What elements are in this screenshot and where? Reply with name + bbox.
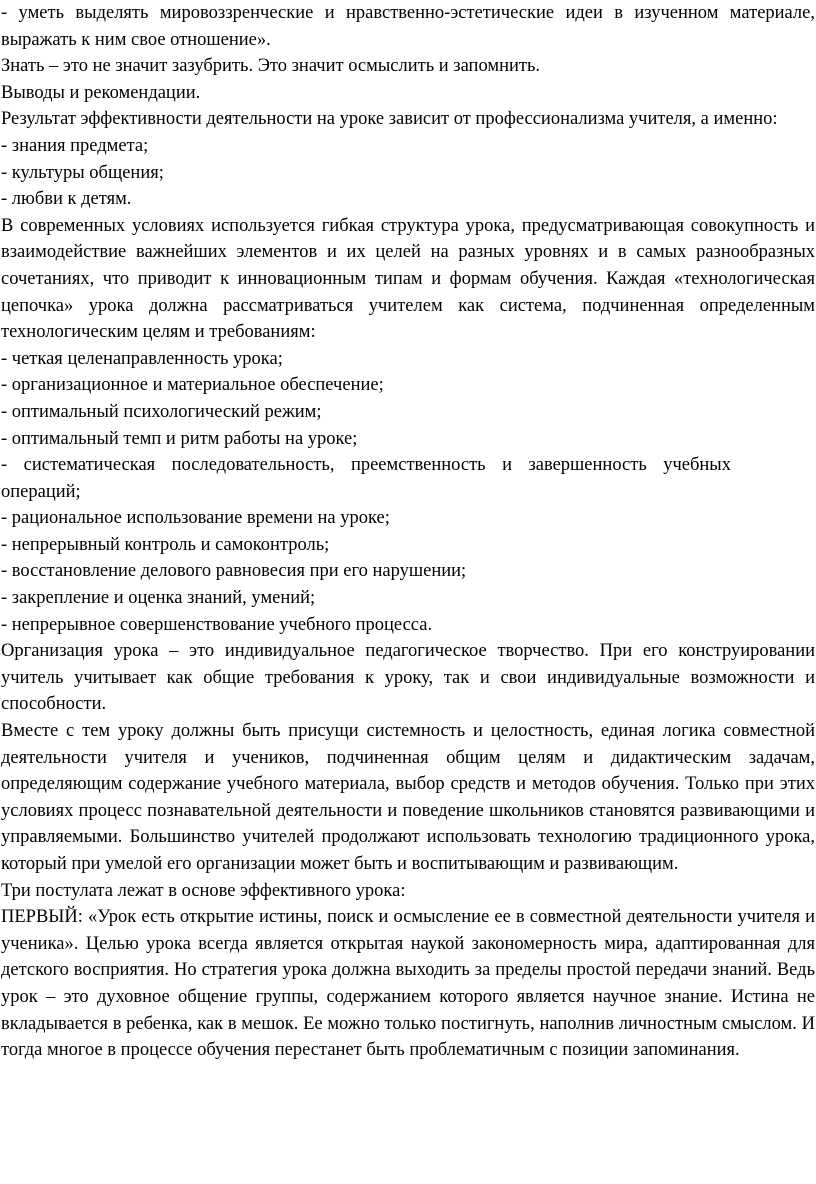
list-item: - любви к детям.: [1, 189, 132, 210]
list-item: - систематическая последовательность, преемственность и завершенность учебных операций;: [1, 455, 731, 502]
list-item: - непрерывное совершенствование учебного процесса.: [1, 614, 433, 635]
paragraph-first-postulate: ПЕРВЫЙ: «Урок есть открытие истины, поиск и осмысление ее в совместной деятельности учителя и ученика». Целью урока всегда является открытая наукой закономерность мира, адаптированная для детского восприятия. Но стратегия урока должна выходить за пределы простой передачи знаний. Ведь урок – это духовное общение группы, содержанием которого является научное знание. Истина не вкладывается в ребенка, как в мешок. Ее можно только постигнуть, наполнив личностным смыслом. И тогда многое в процессе обучения перестанет быть проблематичным с позиции запоминания.: [1, 907, 815, 1061]
list-item: - оптимальный темп и ритм работы на уроке;: [1, 428, 358, 449]
paragraph-intro-item: - уметь выделять мировоззренческие и нравственно-эстетические идеи в изученном материале, выражать к ним свое отношение».: [1, 3, 815, 50]
list-item: - восстановление делового равновесия при его нарушении;: [1, 561, 467, 582]
paragraph-organization: Организация урока – это индивидуальное педагогическое творчество. При его конструировании учитель учитывает как общие требования к уроку, так и свои индивидуальные возможности и способности.: [1, 641, 815, 715]
list-item: - рациональное использование времени на уроке;: [1, 508, 390, 529]
list-item: - четкая целенаправленность урока;: [1, 348, 283, 369]
paragraph-three-postulates: Три постулата лежат в основе эффективного урока:: [1, 880, 406, 901]
paragraph-result: Результат эффективности деятельности на уроке зависит от профессионализма учителя, а именно:: [1, 109, 778, 130]
list-item: - закрепление и оценка знаний, умений;: [1, 588, 316, 609]
list-item: - оптимальный психологический режим;: [1, 401, 322, 422]
paragraph-know: Знать – это не значит зазубрить. Это значит осмыслить и запомнить.: [1, 56, 541, 77]
list-item: - непрерывный контроль и самоконтроль;: [1, 534, 330, 555]
list-item: - организационное и материальное обеспечение;: [1, 375, 384, 396]
paragraph-modern-conditions: В современных условиях используется гибкая структура урока, предусматривающая совокупность и взаимодействие важнейших элементов и их целей на разных уровнях и в самых разнообразных сочетаниях, что приводит к инновационным типам и формам обучения. Каждая «технологическая цепочка» урока должна рассматриваться учителем как система, подчиненная определенным технологическим целям и требованиям:: [1, 215, 815, 343]
paragraph-systemic: Вместе с тем уроку должны быть присущи системность и целостность, единая логика совместной деятельности учителя и учеников, подчиненная общим целям и дидактическим задачам, определяющим содержание учебного материала, выбор средств и методов обучения. Только при этих условиях процесс познавательной деятельности и поведение школьников становятся развивающими и управляемыми. Большинство учителей продолжают использовать технологию традиционного урока, который при умелой его организации может быть и воспитывающим и развивающим.: [1, 721, 815, 874]
section-heading-conclusions: Выводы и рекомендации.: [1, 82, 201, 103]
list-item: - культуры общения;: [1, 162, 164, 183]
list-item: - знания предмета;: [1, 135, 149, 156]
